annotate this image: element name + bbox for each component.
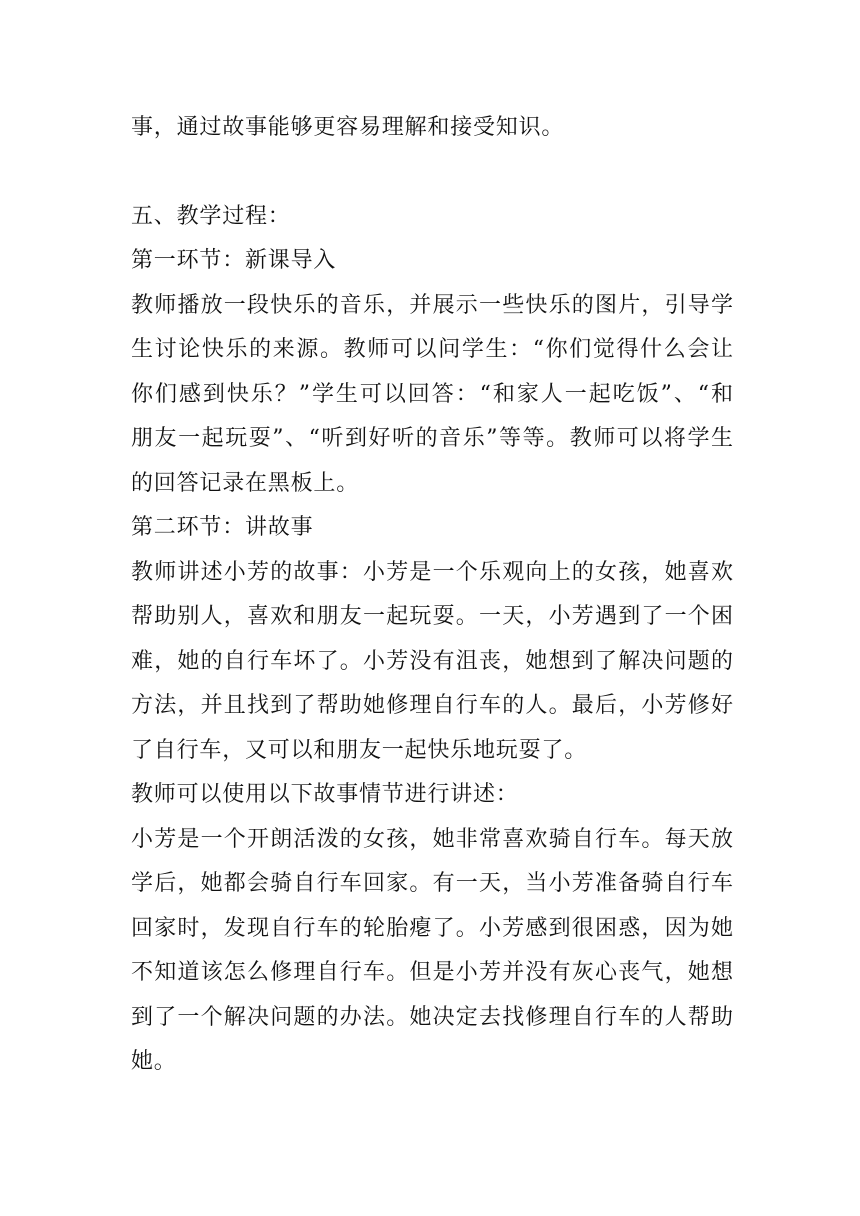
document-body	[131, 106, 733, 1085]
paragraph-line: 帮助别人，喜欢和朋友一起玩耍。一天，小芳遇到了一个困	[131, 604, 733, 629]
paragraph-line: 不知道该怎么修理自行车。但是小芳并没有灰心丧气，她想	[131, 960, 733, 985]
paragraph-line: 到了一个解决问题的办法。她决定去找修理自行车的人帮助	[131, 1004, 733, 1030]
intro-tail-line: 事，通过故事能够更容易理解和接受知识。	[131, 115, 565, 140]
paragraph-line: 朋友一起玩耍”、“听到好听的音乐”等等。教师可以将学生	[131, 426, 733, 451]
story-lead-in: 教师可以使用以下故事情节进行讲述：	[131, 782, 519, 807]
story-paragraph	[131, 818, 733, 1085]
part2-paragraph	[131, 551, 733, 774]
paragraph-line: 教师播放一段快乐的音乐，并展示一些快乐的图片，引导学	[131, 292, 733, 318]
paragraph-gap	[131, 151, 733, 195]
part2-heading: 第二环节：讲故事	[131, 515, 314, 540]
paragraph-line: 难，她的自行车坏了。小芳没有沮丧，她想到了解决问题的	[131, 648, 733, 674]
paragraph-line: 教师讲述小芳的故事：小芳是一个乐观向上的女孩，她喜欢	[131, 559, 733, 585]
paragraph-line: 小芳是一个开朗活泼的女孩，她非常喜欢骑自行车。每天放	[131, 826, 733, 852]
part1-paragraph	[131, 284, 733, 507]
paragraph-line: 回家时，发现自行车的轮胎瘪了。小芳感到很困惑，因为她	[131, 915, 733, 941]
paragraph-line: 了自行车，又可以和朋友一起快乐地玩耍了。	[131, 737, 588, 763]
part1-heading: 第一环节：新课导入	[131, 248, 337, 273]
paragraph-line: 的回答记录在黑板上。	[131, 470, 360, 496]
paragraph-line: 生讨论快乐的来源。教师可以问学生：“你们觉得什么会让	[131, 337, 733, 362]
paragraph-line: 你们感到快乐？”学生可以回答：“和家人一起吃饭”、“和	[131, 381, 733, 407]
section-heading: 五、教学过程：	[131, 203, 291, 229]
paragraph-line: 学后，她都会骑自行车回家。有一天，当小芳准备骑自行车	[131, 871, 733, 896]
paragraph-line: 她。	[131, 1049, 177, 1074]
paragraph-line: 方法，并且找到了帮助她修理自行车的人。最后，小芳修好	[131, 693, 733, 718]
